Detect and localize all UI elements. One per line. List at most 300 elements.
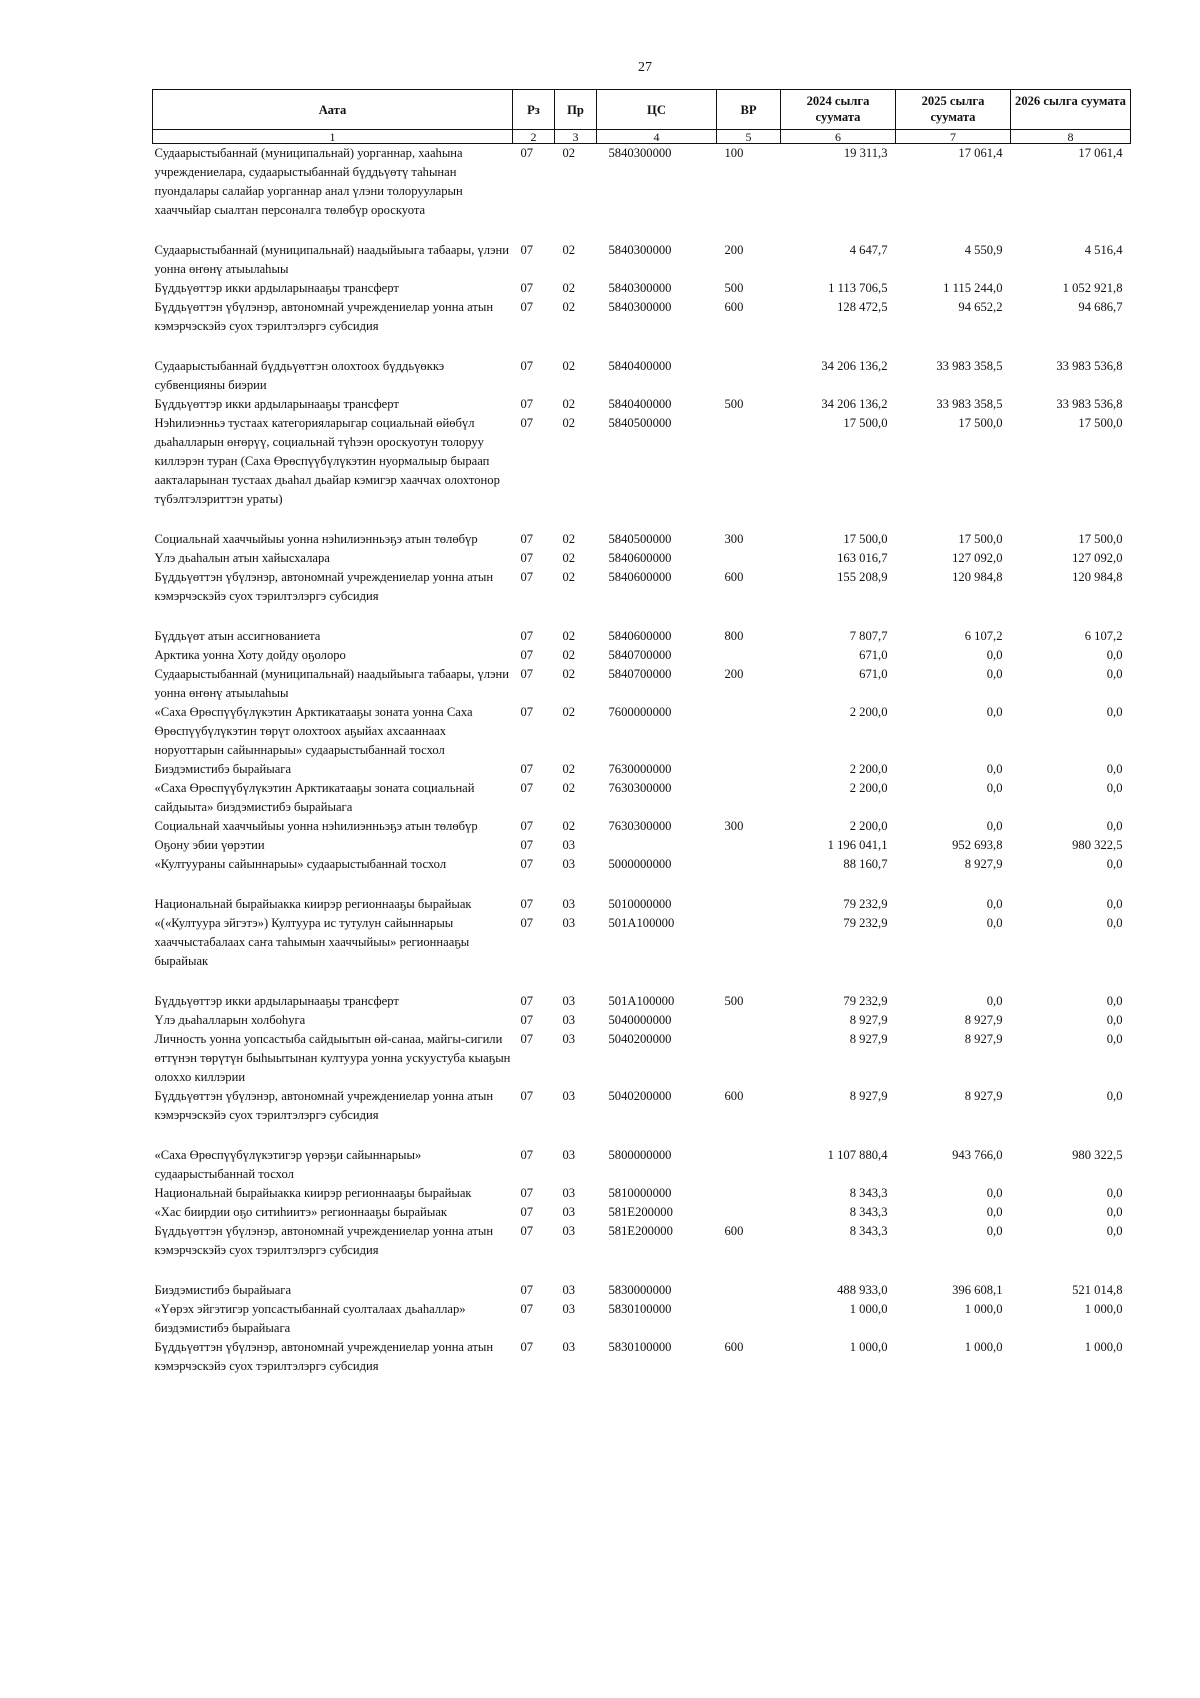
table-row	[153, 1338, 1131, 1376]
row-2025-value: 0,0	[986, 705, 1003, 719]
column-number: 8	[1011, 130, 1131, 144]
row-vr-cell: 300	[724, 819, 744, 833]
row-vr-cell	[717, 895, 781, 914]
row-rz-cell: 07	[520, 629, 534, 643]
row-cs-cell: 7630300000	[608, 819, 672, 833]
header-pr: Пр	[555, 90, 597, 130]
row-vr-cell: 500	[724, 397, 744, 411]
row-pr-cell: 03	[562, 1224, 576, 1238]
table-row	[153, 1087, 1131, 1146]
row-cs-cell: 5840600000	[608, 551, 672, 565]
row-2026-value: 17 500,0	[1078, 416, 1123, 430]
row-pr-cell: 03	[562, 1205, 576, 1219]
row-name-cell: Бүддьүөттэн үбүлэнэр, автономнай учреждениелар уонна атын кэмэрчэскэйэ суох тэрилтэлэргэ субсидия	[154, 570, 494, 603]
table-row	[153, 1030, 1131, 1087]
row-name-cell: «Саха Өрөспүүбүлүкэтин Арктикатааҕы зоната уонна Саха Өрөспүүбүлүкэтин төрүт олохтоох аҕыйах ахсааннаах норуоттарын сайыннарыы» судаарыстыбаннай тосхол	[154, 705, 473, 757]
row-pr-cell: 03	[562, 1302, 576, 1316]
row-vr-cell	[717, 646, 781, 665]
row-vr-cell	[717, 549, 781, 568]
row-pr-cell: 02	[562, 762, 576, 776]
row-2025-value: 8 927,9	[964, 1032, 1003, 1046]
row-cs-cell: 581E200000	[608, 1205, 673, 1219]
row-2024-value: 671,0	[859, 648, 888, 662]
row-cs-cell: 5830000000	[608, 1283, 672, 1297]
table-row	[153, 357, 1131, 395]
row-2025-value: 17 061,4	[958, 146, 1003, 160]
table-row	[153, 530, 1131, 549]
row-cs-cell: 7630000000	[608, 762, 672, 776]
row-vr-cell: 500	[724, 281, 744, 295]
row-2026-value: 0,0	[1106, 994, 1123, 1008]
row-rz-cell: 07	[520, 1013, 534, 1027]
row-2026-value: 0,0	[1106, 1089, 1123, 1103]
row-rz-cell: 07	[520, 1186, 534, 1200]
row-name-cell: Национальнай бырайыакка киирэр регионнааҕы бырайыак	[154, 1186, 472, 1200]
row-rz-cell: 07	[520, 1340, 534, 1354]
row-cs-cell: 5840400000	[608, 359, 672, 373]
row-pr-cell: 02	[562, 300, 576, 314]
row-name-cell: Оҕону эбии үөрэтии	[154, 838, 265, 852]
column-number: 4	[597, 130, 717, 144]
row-name-cell: Социальнай хааччыйыы уонна нэһилиэнньэҕэ атын төлөбүр	[154, 532, 478, 546]
row-name-cell: Бүддьүөттэн үбүлэнэр, автономнай учреждениелар уонна атын кэмэрчэскэйэ суох тэрилтэлэргэ субсидия	[154, 1089, 494, 1122]
row-2024-value: 79 232,9	[843, 897, 888, 911]
row-2025-value: 0,0	[986, 648, 1003, 662]
row-pr-cell: 02	[562, 532, 576, 546]
row-2025-value: 0,0	[986, 1186, 1003, 1200]
row-rz-cell: 07	[520, 819, 534, 833]
row-rz-cell: 07	[520, 1302, 534, 1316]
row-2026-value: 980 322,5	[1072, 838, 1123, 852]
row-2026-value: 120 984,8	[1072, 570, 1123, 584]
header-2026: 2026 сылга суумата	[1011, 90, 1131, 130]
row-2025-value: 0,0	[986, 667, 1003, 681]
row-2025-value: 0,0	[986, 916, 1003, 930]
row-pr-cell: 02	[562, 551, 576, 565]
row-2026-value: 0,0	[1106, 648, 1123, 662]
row-rz-cell: 07	[520, 416, 534, 430]
row-cs-cell: 5840300000	[608, 146, 672, 160]
row-pr-cell: 03	[562, 1340, 576, 1354]
row-pr-cell: 02	[562, 146, 576, 160]
row-name-cell: Бүддьүөттэр икки ардыларынааҕы трансферт	[154, 994, 399, 1008]
row-2025-value: 0,0	[986, 994, 1003, 1008]
row-pr-cell: 02	[562, 570, 576, 584]
row-cs-cell: 581E200000	[608, 1224, 673, 1238]
row-2024-value: 2 200,0	[849, 819, 888, 833]
row-cs-cell: 5040200000	[608, 1032, 672, 1046]
row-vr-cell: 300	[724, 532, 744, 546]
table-row	[153, 1146, 1131, 1184]
row-2024-value: 8 343,3	[849, 1205, 888, 1219]
table-row	[153, 241, 1131, 279]
row-name-cell: Үлэ дьаһалын атын хайысхалара	[154, 551, 330, 565]
table-body	[153, 144, 1131, 1377]
row-cs-cell: 5800000000	[608, 1148, 672, 1162]
row-pr-cell: 03	[562, 1013, 576, 1027]
row-pr-cell: 02	[562, 359, 576, 373]
row-2025-value: 943 766,0	[952, 1148, 1003, 1162]
row-cs-cell: 5830100000	[608, 1340, 672, 1354]
row-2024-value: 34 206 136,2	[821, 397, 888, 411]
row-cs-cell: 5840700000	[608, 648, 672, 662]
row-pr-cell: 03	[562, 1148, 576, 1162]
row-pr-cell: 03	[562, 1186, 576, 1200]
row-2025-value: 120 984,8	[952, 570, 1003, 584]
row-name-cell: Бүддьүөт атын ассигнованиета	[154, 629, 321, 643]
row-name-cell: Бүддьүөттэн үбүлэнэр, автономнай учреждениелар уонна атын кэмэрчэскэйэ суох тэрилтэлэргэ субсидия	[154, 300, 494, 333]
row-vr-cell: 600	[724, 570, 744, 584]
row-2025-value: 396 608,1	[952, 1283, 1003, 1297]
row-cs-cell: 501A100000	[608, 994, 675, 1008]
row-2024-value: 34 206 136,2	[821, 359, 888, 373]
row-cs-cell: 5000000000	[608, 857, 672, 871]
row-2024-value: 4 647,7	[849, 243, 888, 257]
row-vr-cell	[717, 1184, 781, 1203]
row-pr-cell: 03	[562, 994, 576, 1008]
row-name-cell: Бүддьүөттэн үбүлэнэр, автономнай учреждениелар уонна атын кэмэрчэскэйэ суох тэрилтэлэргэ субсидия	[154, 1224, 494, 1257]
row-name-cell: Личность уонна уопсастыба сайдыытын өй-санаа, майгы-сигили өттүнэн төрүтүн быһыытынан култуура уонна ускуустуба кыаҕын олоххо киллэрии	[154, 1032, 511, 1084]
row-2026-value: 0,0	[1106, 1013, 1123, 1027]
row-name-cell: Судаарыстыбаннай (муниципальнай) уорганнар, хааһына учреждениелара, судаарыстыбаннай бүддьүөтү таһынан пуондалары салайар уорганнар анал үлэни толорууларын хааччыйар сыалтан персоналга төлөбүр ороскуота	[154, 146, 463, 217]
row-pr-cell: 02	[562, 781, 576, 795]
row-rz-cell: 07	[520, 1148, 534, 1162]
column-number: 2	[513, 130, 555, 144]
row-vr-cell: 200	[724, 667, 744, 681]
table-row	[153, 1203, 1131, 1222]
row-vr-cell	[717, 1030, 781, 1087]
row-pr-cell: 02	[562, 705, 576, 719]
row-rz-cell: 07	[520, 838, 534, 852]
row-2025-value: 1 000,0	[964, 1340, 1003, 1354]
row-2025-value: 8 927,9	[964, 1013, 1003, 1027]
table-row	[153, 1300, 1131, 1338]
row-2025-value: 33 983 358,5	[936, 359, 1003, 373]
row-cs-cell: 5840600000	[608, 629, 672, 643]
header-2025: 2025 сылга суумата	[896, 90, 1011, 130]
row-2025-value: 0,0	[986, 762, 1003, 776]
row-cs-cell: 5840700000	[608, 667, 672, 681]
row-2025-value: 8 927,9	[964, 1089, 1003, 1103]
row-rz-cell: 07	[520, 781, 534, 795]
row-cs-cell: 5040000000	[608, 1013, 672, 1027]
row-pr-cell: 03	[562, 1089, 576, 1103]
row-2024-value: 488 933,0	[837, 1283, 888, 1297]
row-vr-cell	[717, 1146, 781, 1184]
row-pr-cell: 02	[562, 416, 576, 430]
row-rz-cell: 07	[520, 916, 534, 930]
row-2025-value: 1 115 244,0	[943, 281, 1003, 295]
table-row	[153, 414, 1131, 530]
row-2024-value: 79 232,9	[843, 916, 888, 930]
table-row	[153, 549, 1131, 568]
row-vr-cell	[717, 914, 781, 992]
row-2025-value: 0,0	[986, 781, 1003, 795]
budget-table	[152, 89, 1131, 1376]
row-2024-value: 1 000,0	[849, 1340, 888, 1354]
row-2024-value: 163 016,7	[837, 551, 888, 565]
header-name: Аата	[153, 90, 513, 130]
row-rz-cell: 07	[520, 397, 534, 411]
table-row	[153, 817, 1131, 836]
row-2026-value: 0,0	[1106, 916, 1123, 930]
row-2024-value: 2 200,0	[849, 762, 888, 776]
column-number: 5	[717, 130, 781, 144]
row-vr-cell	[717, 1300, 781, 1338]
row-pr-cell: 03	[562, 857, 576, 871]
table-row	[153, 895, 1131, 914]
row-2024-value: 8 927,9	[849, 1013, 888, 1027]
column-number: 3	[555, 130, 597, 144]
row-pr-cell: 03	[562, 838, 576, 852]
row-name-cell: «Хас биирдии оҕо ситиһиитэ» регионнааҕы бырайыак	[154, 1205, 448, 1219]
table-row	[153, 779, 1131, 817]
row-rz-cell: 07	[520, 281, 534, 295]
row-name-cell: Нэһилиэнньэ тустаах категорияларыгар социальнай өйөбүл дьаһалларын өҥөрүү, социальнай түһээн ороскуотун толоруу киллэрэн туран (Саха Өрөспүүбүлүкэтин нуормалыыр быраап аакталарынан тустаах дьаһал дьайар кэмигэр хааччах олохтонор түбэлтэлэриттэн ураты)	[154, 416, 500, 506]
row-2025-value: 0,0	[986, 1205, 1003, 1219]
header-cs: ЦС	[597, 90, 717, 130]
row-pr-cell: 03	[562, 897, 576, 911]
row-rz-cell: 07	[520, 570, 534, 584]
row-2024-value: 1 196 041,1	[827, 838, 888, 852]
row-2025-value: 0,0	[986, 897, 1003, 911]
row-vr-cell	[717, 703, 781, 760]
row-pr-cell: 03	[562, 1283, 576, 1297]
row-2025-value: 6 107,2	[964, 629, 1003, 643]
row-rz-cell: 07	[520, 648, 534, 662]
row-2026-value: 0,0	[1106, 897, 1123, 911]
header-vr: ВР	[717, 90, 781, 130]
row-vr-cell: 600	[724, 1224, 744, 1238]
row-rz-cell: 07	[520, 551, 534, 565]
row-rz-cell: 07	[520, 762, 534, 776]
row-2026-value: 4 516,4	[1084, 243, 1123, 257]
row-cs-cell: 5840600000	[608, 570, 672, 584]
row-cs-cell: 5840300000	[608, 300, 672, 314]
row-cs-cell: 5010000000	[608, 897, 672, 911]
row-2026-value: 0,0	[1106, 667, 1123, 681]
row-rz-cell: 07	[520, 994, 534, 1008]
row-rz-cell: 07	[520, 146, 534, 160]
row-2024-value: 17 500,0	[843, 416, 888, 430]
row-name-cell: «(«Култуура эйгэтэ») Култуура ис тутулун сайыннарыы хааччыстабалаах саҥа таһымын хааччыйыы» регионнааҕы бырайыак	[154, 916, 470, 968]
row-2026-value: 1 000,0	[1084, 1340, 1123, 1354]
row-2024-value: 155 208,9	[837, 570, 888, 584]
row-2024-value: 17 500,0	[843, 532, 888, 546]
row-2024-value: 88 160,7	[843, 857, 888, 871]
row-pr-cell: 02	[562, 629, 576, 643]
row-rz-cell: 07	[520, 1089, 534, 1103]
row-rz-cell: 07	[520, 300, 534, 314]
row-2025-value: 952 693,8	[952, 838, 1003, 852]
column-number: 6	[781, 130, 896, 144]
row-2024-value: 2 200,0	[849, 705, 888, 719]
row-name-cell: Судаарыстыбаннай (муниципальнай) наадыйыыга табаары, үлэни уонна өҥөнү атыылаһыы	[154, 667, 509, 700]
row-name-cell: «Үөрэх эйгэтигэр уопсастыбаннай суолталаах дьаһаллар» биэдэмистибэ бырайыага	[154, 1302, 466, 1335]
row-2024-value: 128 472,5	[837, 300, 888, 314]
table-row	[153, 760, 1131, 779]
row-vr-cell	[717, 1011, 781, 1030]
row-2026-value: 17 500,0	[1078, 532, 1123, 546]
row-rz-cell: 07	[520, 1224, 534, 1238]
row-2024-value: 8 927,9	[849, 1089, 888, 1103]
row-vr-cell: 500	[724, 994, 744, 1008]
row-name-cell: Социальнай хааччыйыы уонна нэһилиэнньэҕэ атын төлөбүр	[154, 819, 478, 833]
row-name-cell: Национальнай бырайыакка киирэр регионнааҕы бырайыак	[154, 897, 472, 911]
row-cs-cell: 5830100000	[608, 1302, 672, 1316]
row-2026-value: 0,0	[1106, 705, 1123, 719]
row-2026-value: 0,0	[1106, 1224, 1123, 1238]
row-2026-value: 0,0	[1106, 819, 1123, 833]
row-cs-cell: 7630300000	[608, 781, 672, 795]
row-2026-value: 0,0	[1106, 1186, 1123, 1200]
column-number: 7	[896, 130, 1011, 144]
table-row	[153, 395, 1131, 414]
page-number: 27	[638, 60, 652, 75]
row-name-cell: Судаарыстыбаннай бүддьүөттэн олохтоох бүддьүөккэ субвенцияны биэрии	[154, 359, 445, 392]
row-pr-cell: 02	[562, 648, 576, 662]
row-rz-cell: 07	[520, 359, 534, 373]
row-2024-value: 671,0	[859, 667, 888, 681]
row-2026-value: 33 983 536,8	[1056, 359, 1123, 373]
row-rz-cell: 07	[520, 243, 534, 257]
row-2024-value: 1 113 706,5	[828, 281, 888, 295]
row-pr-cell: 02	[562, 819, 576, 833]
row-vr-cell	[717, 1281, 781, 1300]
row-2025-value: 17 500,0	[958, 532, 1003, 546]
row-rz-cell: 07	[520, 1032, 534, 1046]
table-row	[153, 646, 1131, 665]
row-vr-cell: 800	[724, 629, 744, 643]
row-name-cell: Судаарыстыбаннай (муниципальнай) наадыйыыга табаары, үлэни уонна өҥөнү атыылаһыы	[154, 243, 509, 276]
row-2026-value: 17 061,4	[1078, 146, 1123, 160]
row-2025-value: 33 983 358,5	[936, 397, 1003, 411]
row-vr-cell: 200	[724, 243, 744, 257]
table-row	[153, 855, 1131, 895]
row-pr-cell: 02	[562, 397, 576, 411]
row-name-cell: Бүддьүөттэн үбүлэнэр, автономнай учреждениелар уонна атын кэмэрчэскэйэ суох тэрилтэлэргэ субсидия	[154, 1340, 494, 1373]
row-2024-value: 1 000,0	[849, 1302, 888, 1316]
row-2024-value: 8 343,3	[849, 1186, 888, 1200]
row-rz-cell: 07	[520, 705, 534, 719]
row-2026-value: 0,0	[1106, 1205, 1123, 1219]
row-2024-value: 79 232,9	[843, 994, 888, 1008]
row-pr-cell: 02	[562, 667, 576, 681]
row-cs-cell: 5840500000	[608, 532, 672, 546]
row-name-cell: Биэдэмистибэ бырайыага	[154, 762, 292, 776]
row-2025-value: 127 092,0	[952, 551, 1003, 565]
row-vr-cell	[717, 357, 781, 395]
row-2026-value: 33 983 536,8	[1056, 397, 1123, 411]
table-row	[153, 992, 1131, 1011]
row-2026-value: 0,0	[1106, 857, 1123, 871]
row-pr-cell: 02	[562, 281, 576, 295]
table-row	[153, 568, 1131, 627]
row-name-cell: Бүддьүөттэр икки ардыларынааҕы трансферт	[154, 397, 399, 411]
row-2025-value: 94 652,2	[958, 300, 1003, 314]
row-vr-cell	[717, 779, 781, 817]
row-cs-cell: 5810000000	[608, 1186, 672, 1200]
row-2025-value: 17 500,0	[958, 416, 1003, 430]
table-row	[153, 836, 1131, 855]
row-cs-cell: 5040200000	[608, 1089, 672, 1103]
table-row	[153, 627, 1131, 646]
row-2026-value: 521 014,8	[1072, 1283, 1123, 1297]
row-pr-cell: 03	[562, 1032, 576, 1046]
row-2024-value: 8 927,9	[849, 1032, 888, 1046]
table-row	[153, 279, 1131, 298]
row-vr-cell	[717, 836, 781, 855]
row-2024-value: 8 343,3	[849, 1224, 888, 1238]
header-rz: Рз	[513, 90, 555, 130]
row-name-cell: Үлэ дьаһалларын холбоһуга	[154, 1013, 306, 1027]
row-cs-cell: 5840400000	[608, 397, 672, 411]
row-vr-cell	[717, 855, 781, 895]
row-rz-cell: 07	[520, 857, 534, 871]
row-rz-cell: 07	[520, 532, 534, 546]
row-2024-value: 7 807,7	[849, 629, 888, 643]
row-2025-value: 1 000,0	[964, 1302, 1003, 1316]
row-name-cell: Арктика уонна Хоту дойду оҕолоро	[154, 648, 346, 662]
row-2026-value: 0,0	[1106, 781, 1123, 795]
row-2025-value: 0,0	[986, 819, 1003, 833]
row-vr-cell: 100	[724, 146, 744, 160]
row-2026-value: 0,0	[1106, 762, 1123, 776]
row-2025-value: 4 550,9	[964, 243, 1003, 257]
table-row	[153, 298, 1131, 357]
table-row	[153, 1184, 1131, 1203]
row-vr-cell	[717, 760, 781, 779]
header-2024: 2024 сылга суумата	[781, 90, 896, 130]
row-2026-value: 980 322,5	[1072, 1148, 1123, 1162]
row-cs-cell: 501A100000	[608, 916, 675, 930]
row-pr-cell: 03	[562, 916, 576, 930]
row-2026-value: 0,0	[1106, 1032, 1123, 1046]
row-cs-cell: 5840300000	[608, 243, 672, 257]
row-cs-cell: 5840500000	[608, 416, 672, 430]
row-cs-cell	[597, 836, 717, 855]
row-2024-value: 1 107 880,4	[827, 1148, 888, 1162]
row-rz-cell: 07	[520, 1283, 534, 1297]
row-2025-value: 8 927,9	[964, 857, 1003, 871]
row-vr-cell: 600	[724, 300, 744, 314]
row-2026-value: 1 052 921,8	[1062, 281, 1123, 295]
row-name-cell: Биэдэмистибэ бырайыага	[154, 1283, 292, 1297]
row-2024-value: 2 200,0	[849, 781, 888, 795]
table-row	[153, 665, 1131, 703]
table-row	[153, 1281, 1131, 1300]
row-rz-cell: 07	[520, 667, 534, 681]
row-vr-cell	[717, 1203, 781, 1222]
row-cs-cell: 5840300000	[608, 281, 672, 295]
row-name-cell: «Саха Өрөспүүбүлүкэтигэр үөрэҕи сайыннарыы» судаарыстыбаннай тосхол	[154, 1148, 422, 1181]
row-vr-cell	[717, 414, 781, 530]
table-row	[153, 914, 1131, 992]
row-name-cell: «Саха Өрөспүүбүлүкэтин Арктикатааҕы зоната социальнай сайдыыта» биэдэмистибэ бырайыага	[154, 781, 475, 814]
row-name-cell: «Култуураны сайыннарыы» судаарыстыбаннай тосхол	[154, 857, 447, 871]
row-pr-cell: 02	[562, 243, 576, 257]
row-vr-cell: 600	[724, 1089, 744, 1103]
row-name-cell: Бүддьүөттэр икки ардыларынааҕы трансферт	[154, 281, 399, 295]
row-rz-cell: 07	[520, 897, 534, 911]
row-2025-value: 0,0	[986, 1224, 1003, 1238]
row-cs-cell: 7600000000	[608, 705, 672, 719]
row-2024-value: 19 311,3	[843, 146, 888, 160]
row-vr-cell: 600	[724, 1340, 744, 1354]
table-row	[153, 144, 1131, 242]
row-2026-value: 1 000,0	[1084, 1302, 1123, 1316]
table-row	[153, 1011, 1131, 1030]
